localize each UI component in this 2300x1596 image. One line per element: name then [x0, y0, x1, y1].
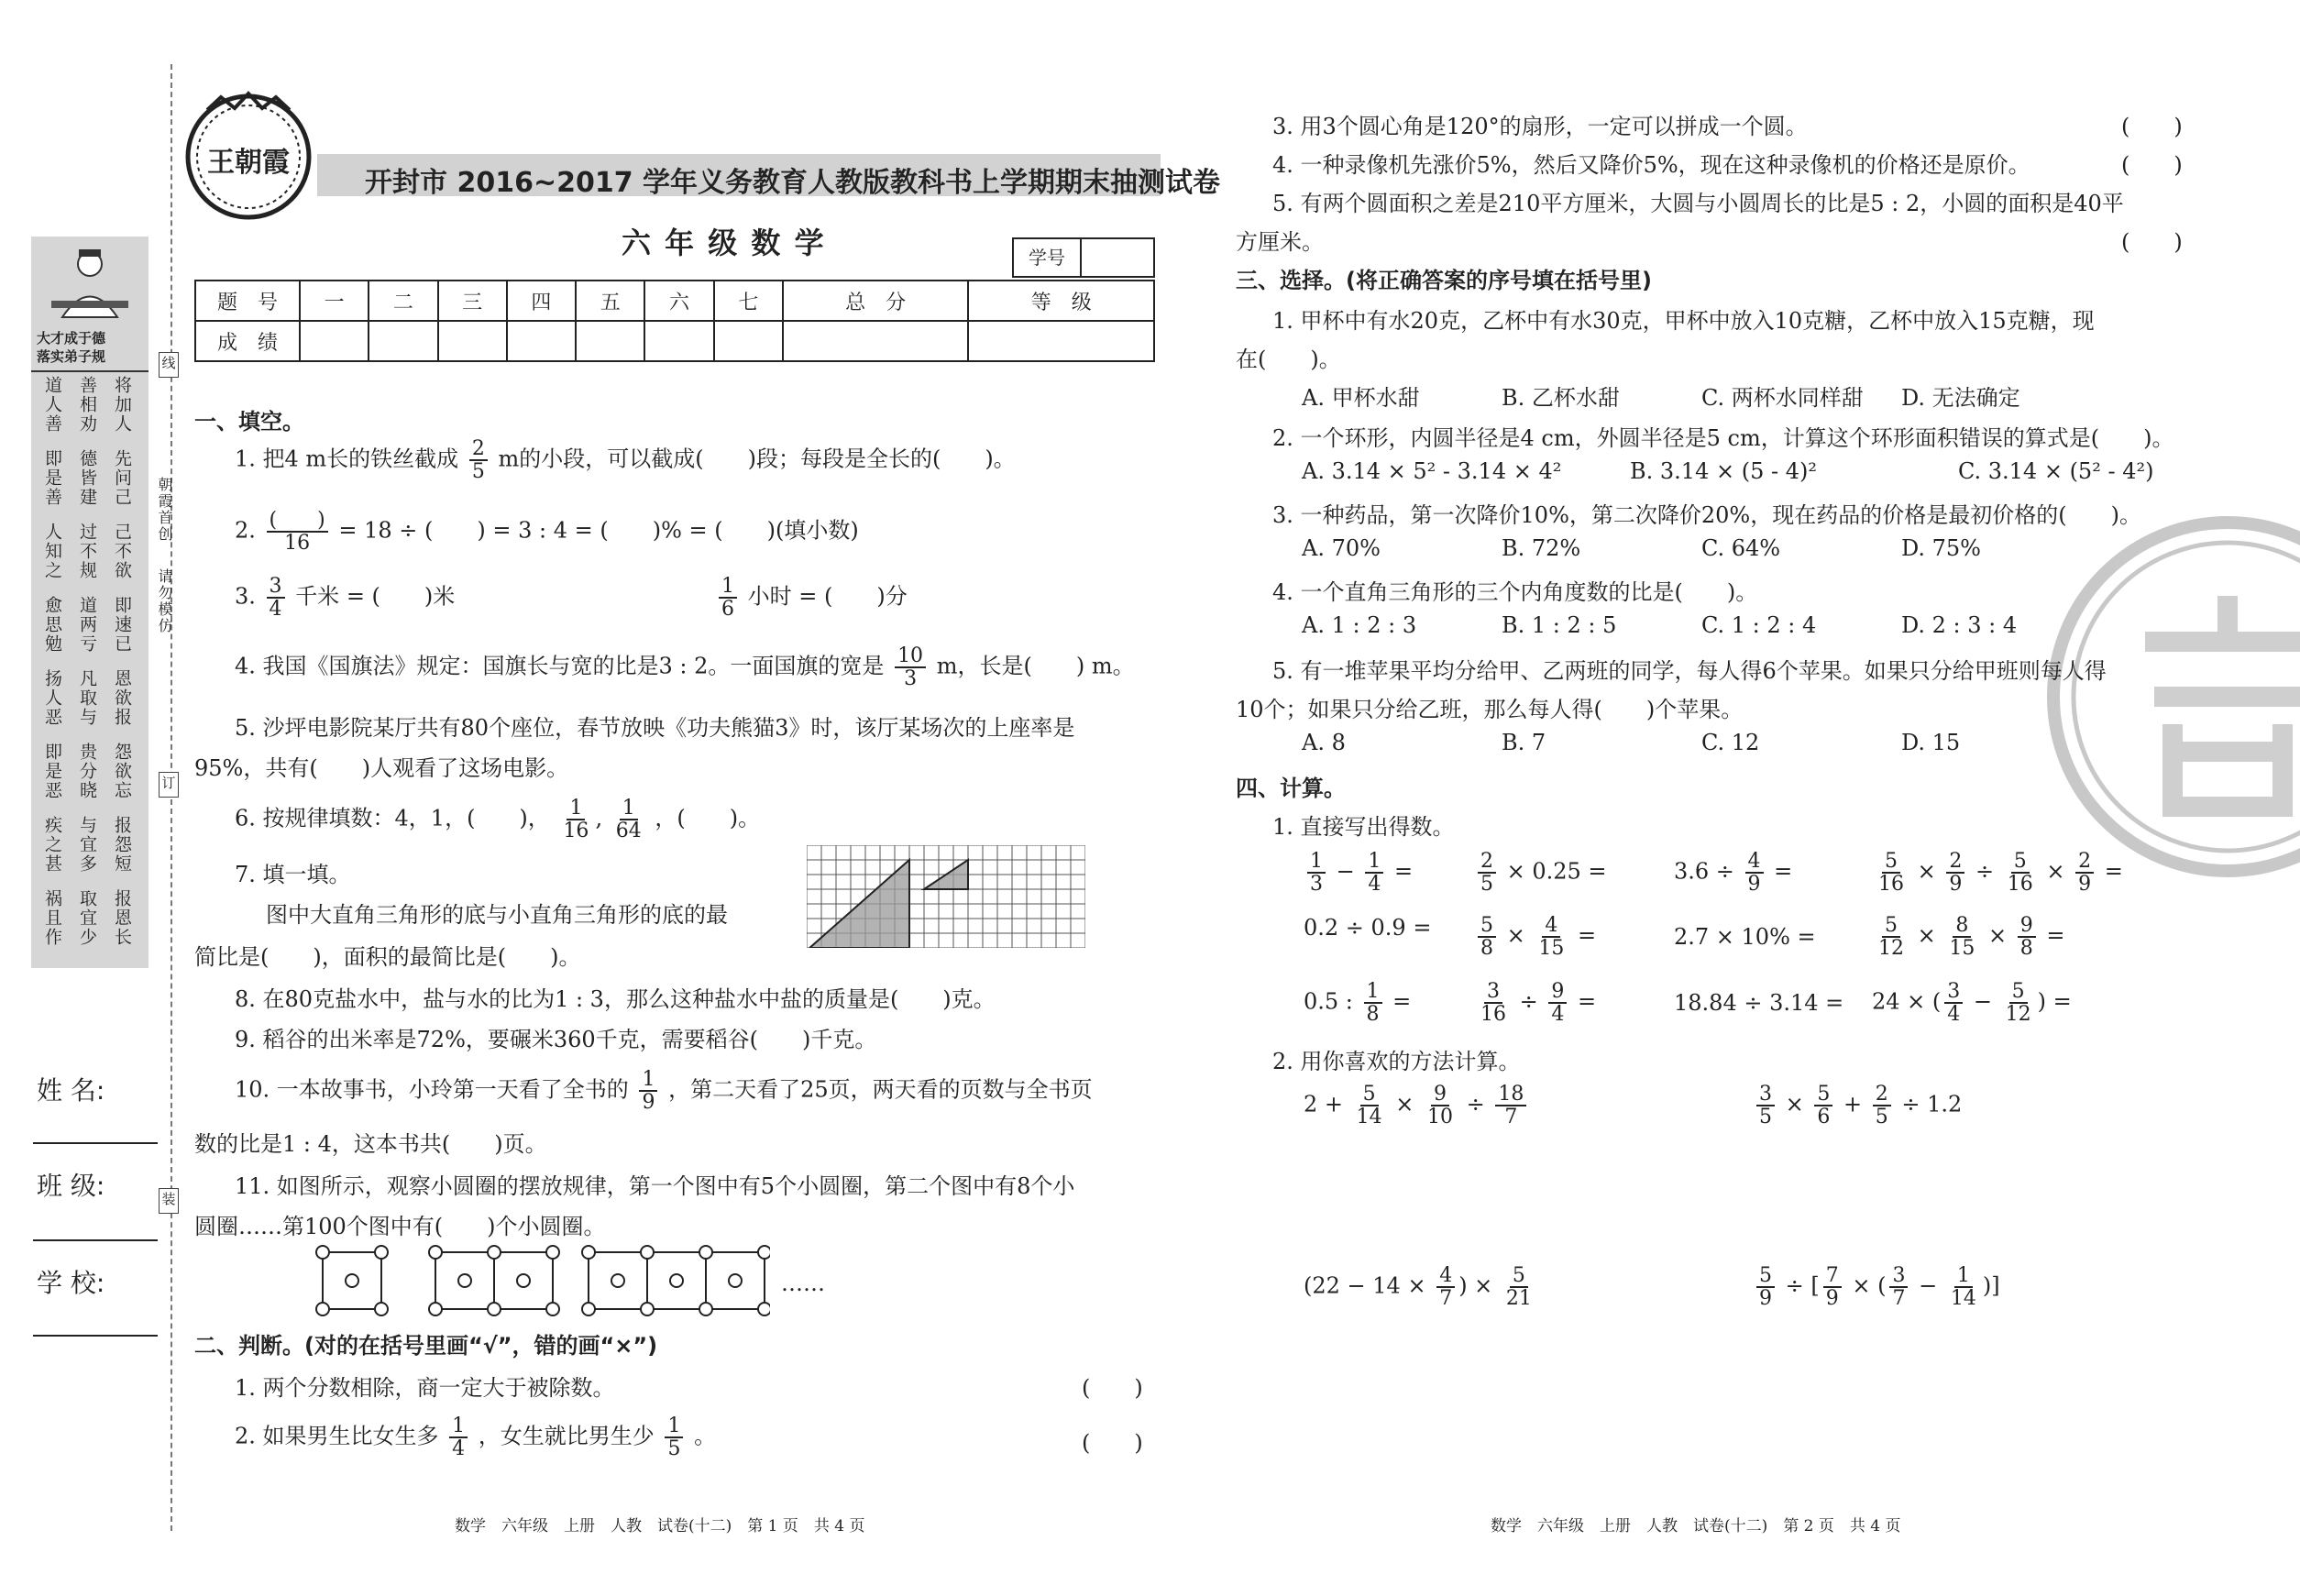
score-cell[interactable]: [783, 321, 969, 361]
calc-1-3: 3.6 ÷ $\frac{4}{9}$ =: [1674, 850, 1793, 897]
motto-column: 恩欲报: [112, 669, 132, 727]
pattern-ellipsis: ……: [781, 1271, 825, 1296]
seal-mark-ding: 订: [159, 772, 179, 798]
frac-1-6: $\frac{1}{6}$: [719, 576, 737, 620]
motto-column: 扬人恶: [42, 669, 62, 727]
small-circle: [758, 1246, 770, 1259]
choice-option: D. 无法确定: [1901, 385, 2020, 411]
judge-4: 4. 一种录像机先涨价5%，然后又降价5%，现在这种录像机的价格还是原价。: [1272, 152, 2030, 178]
choice-option: A. 8: [1302, 730, 1346, 755]
choice-option: A. 甲杯水甜: [1302, 385, 1420, 411]
small-circle: [458, 1274, 471, 1287]
q4: 4. 我国《国旗法》规定：国旗长与宽的比是3 : 2。一面国旗的宽是 $\frac{10}{3}$ m，长是( ) m。: [235, 644, 1135, 691]
motto-column: 道人善: [42, 376, 62, 434]
small-circle: [517, 1274, 530, 1287]
q8: 8. 在80克盐水中，盐与水的比为1 : 3，那么这种盐水中盐的质量是( )克。: [235, 986, 996, 1012]
motto-column: 疾之甚: [42, 816, 62, 874]
choice-option: D. 2 : 3 : 4: [1901, 612, 2018, 638]
choice-option: A. 3.14 × 5² - 3.14 × 4²: [1302, 458, 1562, 484]
choice-1-line1: 1. 甲杯中有水20克，乙杯中有水30克，甲杯中放入10克糖，乙杯中放入15克糖，现: [1272, 308, 2095, 334]
q10-line1: 10. 一本故事书，小玲第一天看了全书的 $\frac{1}{9}$ ，第二天看了25页，两天看的页数与全书页: [235, 1068, 1093, 1115]
calc-1-title: 1. 直接写出得数。: [1272, 814, 1455, 840]
choice-5-line2: 10个；如果只分给乙班，那么每人得( )个苹果。: [1236, 697, 1744, 722]
calc-1-2: $\frac{2}{5}$ × 0.25 =: [1474, 851, 1607, 895]
small-circle: [316, 1246, 329, 1259]
choice-option: C. 12: [1701, 730, 1760, 755]
motto-column: 与宜多: [77, 816, 97, 874]
judge-1-answer[interactable]: ( ): [1082, 1375, 1143, 1401]
choice-3: 3. 一种药品，第一次降价10%，第二次降价20%，现在药品的价格是最初价格的( )。: [1272, 502, 2141, 528]
judge-2: 2. 如果男生比女生多 $\frac{1}{4}$ ，女生就比男生少 $\frac{1}{5}$ 。: [235, 1414, 717, 1461]
judge-5-answer[interactable]: ( ): [2121, 229, 2183, 255]
choice-1-line2: 在( )。: [1236, 347, 1341, 372]
judge-1: 1. 两个分数相除，商一定大于被除数。: [235, 1375, 615, 1401]
score-header-cell: 一: [300, 281, 369, 321]
choice-option: B. 3.14 × (5 - 4)²: [1630, 458, 1817, 484]
score-header-cell: 七: [714, 281, 783, 321]
frac-2-5: $\frac{2}{5}$: [469, 438, 488, 482]
q10-line2: 数的比是1 : 4，这本书共( )页。: [194, 1131, 547, 1157]
score-cell[interactable]: [968, 321, 1154, 361]
small-circle: [641, 1303, 654, 1315]
calc-1-12: 24 × ( $\frac{3}{4}$ − $\frac{5}{12}$ ) =: [1872, 980, 2072, 1027]
choice-option: B. 72%: [1502, 535, 1581, 561]
score-header-cell: 五: [576, 281, 644, 321]
q3-part2: $\frac{1}{6}$ 小时 = ( )分: [715, 576, 908, 620]
exam-title: 开封市 2016~2017 学年义务教育人教版教科书上学期期末抽测试卷: [365, 167, 1221, 199]
motto-column: 祸且作: [42, 889, 62, 947]
class-field[interactable]: [33, 1239, 158, 1241]
motto-column: 取宜少: [77, 889, 97, 947]
small-circle: [758, 1303, 770, 1315]
calc-1-1: $\frac{1}{3}$ − $\frac{1}{4}$ =: [1304, 851, 1413, 895]
choice-option: A. 1 : 2 : 3: [1302, 612, 1417, 638]
name-label: 姓 名:: [37, 1075, 105, 1106]
q7-line2: 图中大直角三角形的底与小直角三角形的底的最: [266, 902, 728, 928]
motto-column: 人知之: [42, 523, 62, 580]
choice-option: B. 1 : 2 : 5: [1502, 612, 1617, 638]
judge-5-line1: 5. 有两个圆面积之差是210平方厘米，大圆与小圆周长的比是5 : 2，小圆的面积是40平: [1272, 191, 2124, 216]
motto-column: 德皆建: [77, 449, 97, 507]
calc-1-10: $\frac{3}{16}$ ÷ $\frac{9}{4}$ =: [1480, 980, 1597, 1027]
small-circle: [316, 1303, 329, 1315]
small-circle: [611, 1274, 624, 1287]
motto-column: 道两亏: [77, 596, 97, 654]
subject-title: 六 年 级 数 学: [622, 226, 826, 260]
calc-1-5: 0.2 ÷ 0.9 =: [1304, 915, 1432, 941]
section-3-title: 三、选择。(将正确答案的序号填在括号里): [1236, 268, 1652, 293]
score-cell[interactable]: [507, 321, 576, 361]
score-header-cell: 题 号: [195, 281, 300, 321]
small-circle: [670, 1274, 683, 1287]
motto-column: 凡取与: [77, 669, 97, 727]
motto-column: 即是恶: [42, 743, 62, 800]
choice-option: C. 两杯水同样甜: [1701, 385, 1864, 411]
small-circle: [699, 1303, 712, 1315]
choice-5-line1: 5. 有一堆苹果平均分给甲、乙两班的同学，每人得6个苹果。如果只分给甲班则每人得: [1272, 658, 2107, 684]
motto-column: 过不规: [77, 523, 97, 580]
class-label: 班 级:: [37, 1171, 105, 1201]
judge-3-answer[interactable]: ( ): [2121, 114, 2183, 139]
choice-option: C. 64%: [1701, 535, 1781, 561]
small-circle: [729, 1274, 742, 1287]
score-cell[interactable]: [369, 321, 437, 361]
small-circle: [546, 1303, 559, 1315]
student-number-label: 学号: [1014, 239, 1082, 276]
motto-column: 即速已: [112, 596, 132, 654]
calc-1-7: 2.7 × 10% =: [1674, 924, 1816, 950]
small-circle: [346, 1274, 358, 1287]
copyright-note-1: 朝霞首创: [156, 477, 173, 543]
frac-1-9: $\frac{1}{9}$: [639, 1069, 657, 1113]
calc-2-2: $\frac{3}{5}$ × $\frac{5}{6}$ + $\frac{2}{5}$ ÷ 1.2: [1753, 1084, 1962, 1128]
footer-page-1: 数学 六年级 上册 人教 试卷(十二) 第 1 页 共 4 页: [455, 1517, 865, 1535]
motto-line-1: 大才成于德: [37, 330, 106, 347]
motto-column: 怨欲忘: [112, 743, 132, 800]
circle-pattern-figure: [312, 1243, 770, 1316]
judge-2-answer[interactable]: ( ): [1082, 1430, 1143, 1456]
q6: 6. 按规律填数：4，1，( )， $\frac{1}{16}$ , $\frac{1}{64}$ ，( )。: [235, 797, 761, 843]
small-circle: [641, 1246, 654, 1259]
motto-column: 先问己: [112, 449, 132, 507]
score-header-cell: 四: [507, 281, 576, 321]
section-2-title: 二、判断。(对的在括号里画“√”，错的画“×”): [194, 1333, 658, 1359]
frac-1-5: $\frac{1}{5}$: [665, 1415, 683, 1459]
motto-column: 愈思勉: [42, 596, 62, 654]
seal-mark-zhuang: 装: [159, 1188, 179, 1214]
motto-column: 报怨短: [112, 816, 132, 874]
footer-page-2: 数学 六年级 上册 人教 试卷(十二) 第 2 页 共 4 页: [1491, 1517, 1901, 1535]
frac-3-4: $\frac{3}{4}$: [267, 576, 285, 620]
calc-2-title: 2. 用你喜欢的方法计算。: [1272, 1049, 1521, 1074]
small-circle: [546, 1246, 559, 1259]
frac-1-16: $\frac{1}{16}$: [563, 797, 589, 843]
score-row-label: 成 绩: [195, 321, 300, 361]
motto-column: 己不欲: [112, 523, 132, 580]
score-header-cell: 总 分: [783, 281, 969, 321]
calc-2-4: $\frac{5}{9}$ ÷ [ $\frac{7}{9}$ × ( $\frac{3}{7}$ − $\frac{1}{14}$ )]: [1753, 1265, 2000, 1309]
school-field[interactable]: [33, 1335, 158, 1337]
frac-10-3: $\frac{10}{3}$: [895, 645, 926, 689]
calc-1-11: 18.84 ÷ 3.14 =: [1674, 990, 1844, 1016]
score-header-cell: 等 级: [968, 281, 1154, 321]
frac-blank-16[interactable]: ( ) 16: [267, 510, 328, 554]
q7-line3: 简比是( )，面积的最简比是( )。: [194, 944, 581, 970]
score-cell[interactable]: [300, 321, 369, 361]
score-cell[interactable]: [576, 321, 644, 361]
motto-sidebar: [31, 237, 149, 968]
calc-2-3: (22 − 14 × $\frac{4}{7}$ ) × $\frac{5}{21}$: [1304, 1264, 1532, 1311]
small-circle: [488, 1303, 501, 1315]
triangle-grid-figure: [807, 845, 1085, 948]
choice-option: B. 7: [1502, 730, 1546, 755]
choice-option: D. 75%: [1901, 535, 1981, 561]
calc-1-9: 0.5 : $\frac{1}{8}$ =: [1304, 980, 1412, 1027]
motto-column: 报恩长: [112, 889, 132, 947]
motto-column: 即是善: [42, 449, 62, 507]
score-table: [194, 280, 1155, 362]
calc-2-1: 2 + $\frac{5}{14}$ × $\frac{9}{10}$ ÷ $\frac{18}{7}$: [1304, 1084, 1530, 1128]
judge-3: 3. 用3个圆心角是120°的扇形，一定可以拼成一个圆。: [1272, 114, 1808, 139]
small-circle: [582, 1246, 595, 1259]
small-circle: [429, 1246, 442, 1259]
choice-option: C. 3.14 × (5² - 4²): [1958, 458, 2154, 484]
q11-line2: 圆圈……第100个图中有( )个小圆圈。: [194, 1214, 606, 1239]
scholar-figure-icon: [44, 244, 136, 326]
score-header-cell: 二: [369, 281, 437, 321]
score-cell[interactable]: [644, 321, 713, 361]
motto-line-2: 落实弟子规: [37, 348, 106, 365]
calc-1-4: $\frac{5}{16}$ × $\frac{2}{9}$ ÷ $\frac{5}{16}$ × $\frac{2}{9}$ =: [1878, 850, 2123, 897]
name-field[interactable]: [33, 1142, 158, 1144]
q9: 9. 稻谷的出米率是72%，要碾米360千克，需要稻谷( )千克。: [235, 1027, 877, 1052]
q1: 1. 把4 m长的铁丝截成 $\frac{2}{5}$ m的小段，可以截成( )段；每段是全长的( )。: [235, 437, 1016, 484]
small-circle: [488, 1246, 501, 1259]
choice-2: 2. 一个环形，内圆半径是4 cm，外圆半径是5 cm，计算这个环形面积错误的算式是( )。: [1272, 425, 2174, 451]
frac-1-4: $\frac{1}{4}$: [449, 1415, 468, 1459]
small-circle: [429, 1303, 442, 1315]
choice-option: C. 1 : 2 : 4: [1701, 612, 1817, 638]
copyright-note-2: 请勿模仿: [156, 568, 173, 634]
score-header-cell: 六: [644, 281, 713, 321]
q2: 2. ( ) 16 = 18 ÷ ( ) = 3 : 4 = ( )% = ( )(填小数): [235, 509, 859, 556]
small-circle: [699, 1246, 712, 1259]
q5-line1: 5. 沙坪电影院某厅共有80个座位，春节放映《功夫熊猫3》时，该厅某场次的上座率是: [235, 715, 1075, 741]
motto-column: 贵分晓: [77, 743, 97, 800]
choice-option: A. 70%: [1302, 535, 1381, 561]
q11-line1: 11. 如图所示，观察小圆圈的摆放规律，第一个图中有5个小圆圈，第二个图中有8个小: [235, 1173, 1075, 1199]
calc-1-8: $\frac{5}{12}$ × $\frac{8}{15}$ × $\frac{9}{8}$ =: [1878, 914, 2065, 961]
binding-dashed-line: [171, 64, 172, 1531]
choice-4: 4. 一个直角三角形的三个内角度数的比是( )。: [1272, 579, 1758, 605]
score-cell[interactable]: [714, 321, 783, 361]
q5-line2: 95%，共有( )人观看了这场电影。: [194, 755, 569, 781]
small-circle: [375, 1303, 388, 1315]
score-header-cell: 三: [438, 281, 507, 321]
section-1-title: 一、填空。: [194, 409, 304, 435]
logo-text: 王朝霞: [207, 147, 290, 179]
q3: 3. $\frac{3}{4}$ 千米 = ( )米: [235, 575, 456, 622]
q7-line1: 7. 填一填。: [235, 862, 351, 887]
section-4-title: 四、计算。: [1236, 776, 1346, 801]
student-number-box[interactable]: [1012, 237, 1155, 278]
frac-1-64: $\frac{1}{64}$: [615, 797, 642, 843]
score-cell[interactable]: [438, 321, 507, 361]
secret-watermark-icon: [2044, 513, 2300, 880]
school-label: 学 校:: [37, 1268, 105, 1298]
small-circle: [582, 1303, 595, 1315]
motto-column: 善相劝: [77, 376, 97, 434]
seal-mark-xian: 线: [159, 352, 179, 378]
motto-column: 将加人: [112, 376, 132, 434]
calc-1-6: $\frac{5}{8}$ × $\frac{4}{15}$ =: [1474, 915, 1596, 959]
judge-5-line2: 方厘米。: [1236, 229, 1324, 255]
judge-4-answer[interactable]: ( ): [2121, 152, 2183, 178]
small-circle: [375, 1246, 388, 1259]
choice-option: D. 15: [1901, 730, 1961, 755]
choice-option: B. 乙杯水甜: [1502, 385, 1620, 411]
